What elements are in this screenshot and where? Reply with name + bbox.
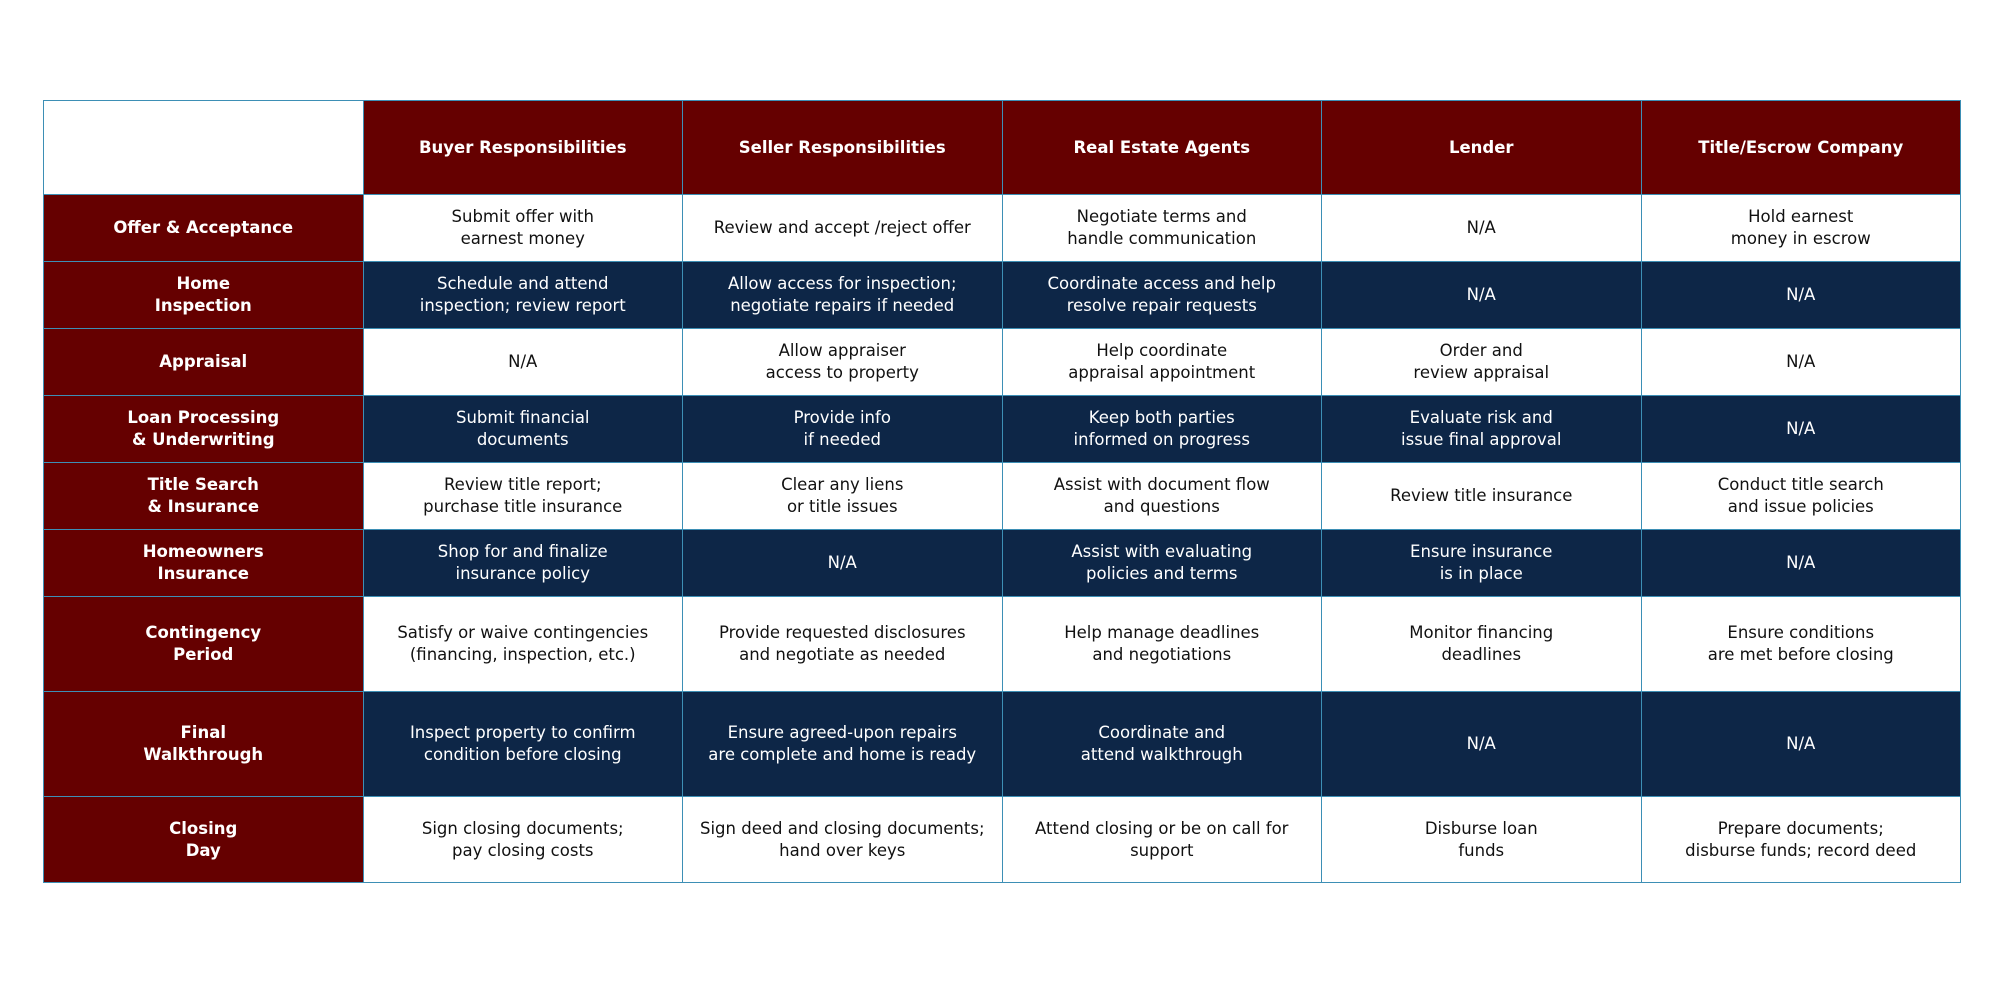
table-cell: Monitor financing deadlines: [1322, 597, 1642, 692]
table-cell: Help manage deadlines and negotiations: [1002, 597, 1322, 692]
table-cell: Review title report; purchase title insurance: [363, 463, 683, 530]
table-row: [44, 597, 1961, 692]
row-header: Title Search & Insurance: [44, 463, 364, 530]
table-cell: Review title insurance: [1322, 463, 1642, 530]
table-cell: Shop for and finalize insurance policy: [363, 530, 683, 597]
table-cell: Allow appraiser access to property: [683, 329, 1003, 396]
table-row: [44, 329, 1961, 396]
row-header: Contingency Period: [44, 597, 364, 692]
column-header-title-escrow: Title/Escrow Company: [1641, 101, 1961, 195]
row-header: Homeowners Insurance: [44, 530, 364, 597]
row-header: Appraisal: [44, 329, 364, 396]
table-cell: Disburse loan funds: [1322, 797, 1642, 883]
table-row: [44, 530, 1961, 597]
column-header-seller: Seller Responsibilities: [683, 101, 1003, 195]
table-cell: Submit financial documents: [363, 396, 683, 463]
table-cell: Submit offer with earnest money: [363, 195, 683, 262]
table-cell: N/A: [1641, 530, 1961, 597]
table-cell: N/A: [1322, 195, 1642, 262]
table-row: [44, 463, 1961, 530]
table-cell: Sign closing documents; pay closing costs: [363, 797, 683, 883]
table-cell: Prepare documents; disburse funds; record deed: [1641, 797, 1961, 883]
table-cell: Attend closing or be on call for support: [1002, 797, 1322, 883]
table-cell: Schedule and attend inspection; review report: [363, 262, 683, 329]
table-cell: N/A: [363, 329, 683, 396]
table-cell: Satisfy or waive contingencies (financing, inspection, etc.): [363, 597, 683, 692]
table-cell: Assist with document flow and questions: [1002, 463, 1322, 530]
table-cell: Ensure conditions are met before closing: [1641, 597, 1961, 692]
table-cell: Coordinate access and help resolve repair requests: [1002, 262, 1322, 329]
table-cell: Clear any liens or title issues: [683, 463, 1003, 530]
responsibilities-table: [43, 100, 1961, 883]
table-cell: Sign deed and closing documents; hand over keys: [683, 797, 1003, 883]
table-cell: Ensure insurance is in place: [1322, 530, 1642, 597]
table-cell: N/A: [1322, 692, 1642, 797]
table-cell: Coordinate and attend walkthrough: [1002, 692, 1322, 797]
table-row: [44, 262, 1961, 329]
table-cell: N/A: [1641, 396, 1961, 463]
header-row: [44, 101, 1961, 195]
table-cell: Provide info if needed: [683, 396, 1003, 463]
row-header: Home Inspection: [44, 262, 364, 329]
row-header: Loan Processing & Underwriting: [44, 396, 364, 463]
table-row: [44, 396, 1961, 463]
column-header-agents: Real Estate Agents: [1002, 101, 1322, 195]
row-header: Offer & Acceptance: [44, 195, 364, 262]
table-cell: N/A: [1641, 262, 1961, 329]
table-cell: Order and review appraisal: [1322, 329, 1642, 396]
table-cell: Help coordinate appraisal appointment: [1002, 329, 1322, 396]
table-cell: Inspect property to confirm condition before closing: [363, 692, 683, 797]
table-row: [44, 692, 1961, 797]
table-cell: N/A: [683, 530, 1003, 597]
table-cell: Negotiate terms and handle communication: [1002, 195, 1322, 262]
table-row: [44, 195, 1961, 262]
table-cell: Provide requested disclosures and negotiate as needed: [683, 597, 1003, 692]
table-cell: Assist with evaluating policies and terms: [1002, 530, 1322, 597]
table-row: [44, 797, 1961, 883]
table-cell: Hold earnest money in escrow: [1641, 195, 1961, 262]
table-cell: N/A: [1641, 692, 1961, 797]
table-cell: Conduct title search and issue policies: [1641, 463, 1961, 530]
corner-cell: [44, 101, 364, 195]
table-cell: N/A: [1641, 329, 1961, 396]
table-cell: Review and accept /reject offer: [683, 195, 1003, 262]
column-header-buyer: Buyer Responsibilities: [363, 101, 683, 195]
table-cell: Allow access for inspection; negotiate repairs if needed: [683, 262, 1003, 329]
table-cell: Ensure agreed-upon repairs are complete and home is ready: [683, 692, 1003, 797]
column-header-lender: Lender: [1322, 101, 1642, 195]
row-header: Closing Day: [44, 797, 364, 883]
table-cell: Keep both parties informed on progress: [1002, 396, 1322, 463]
table-cell: Evaluate risk and issue final approval: [1322, 396, 1642, 463]
row-header: Final Walkthrough: [44, 692, 364, 797]
table-cell: N/A: [1322, 262, 1642, 329]
